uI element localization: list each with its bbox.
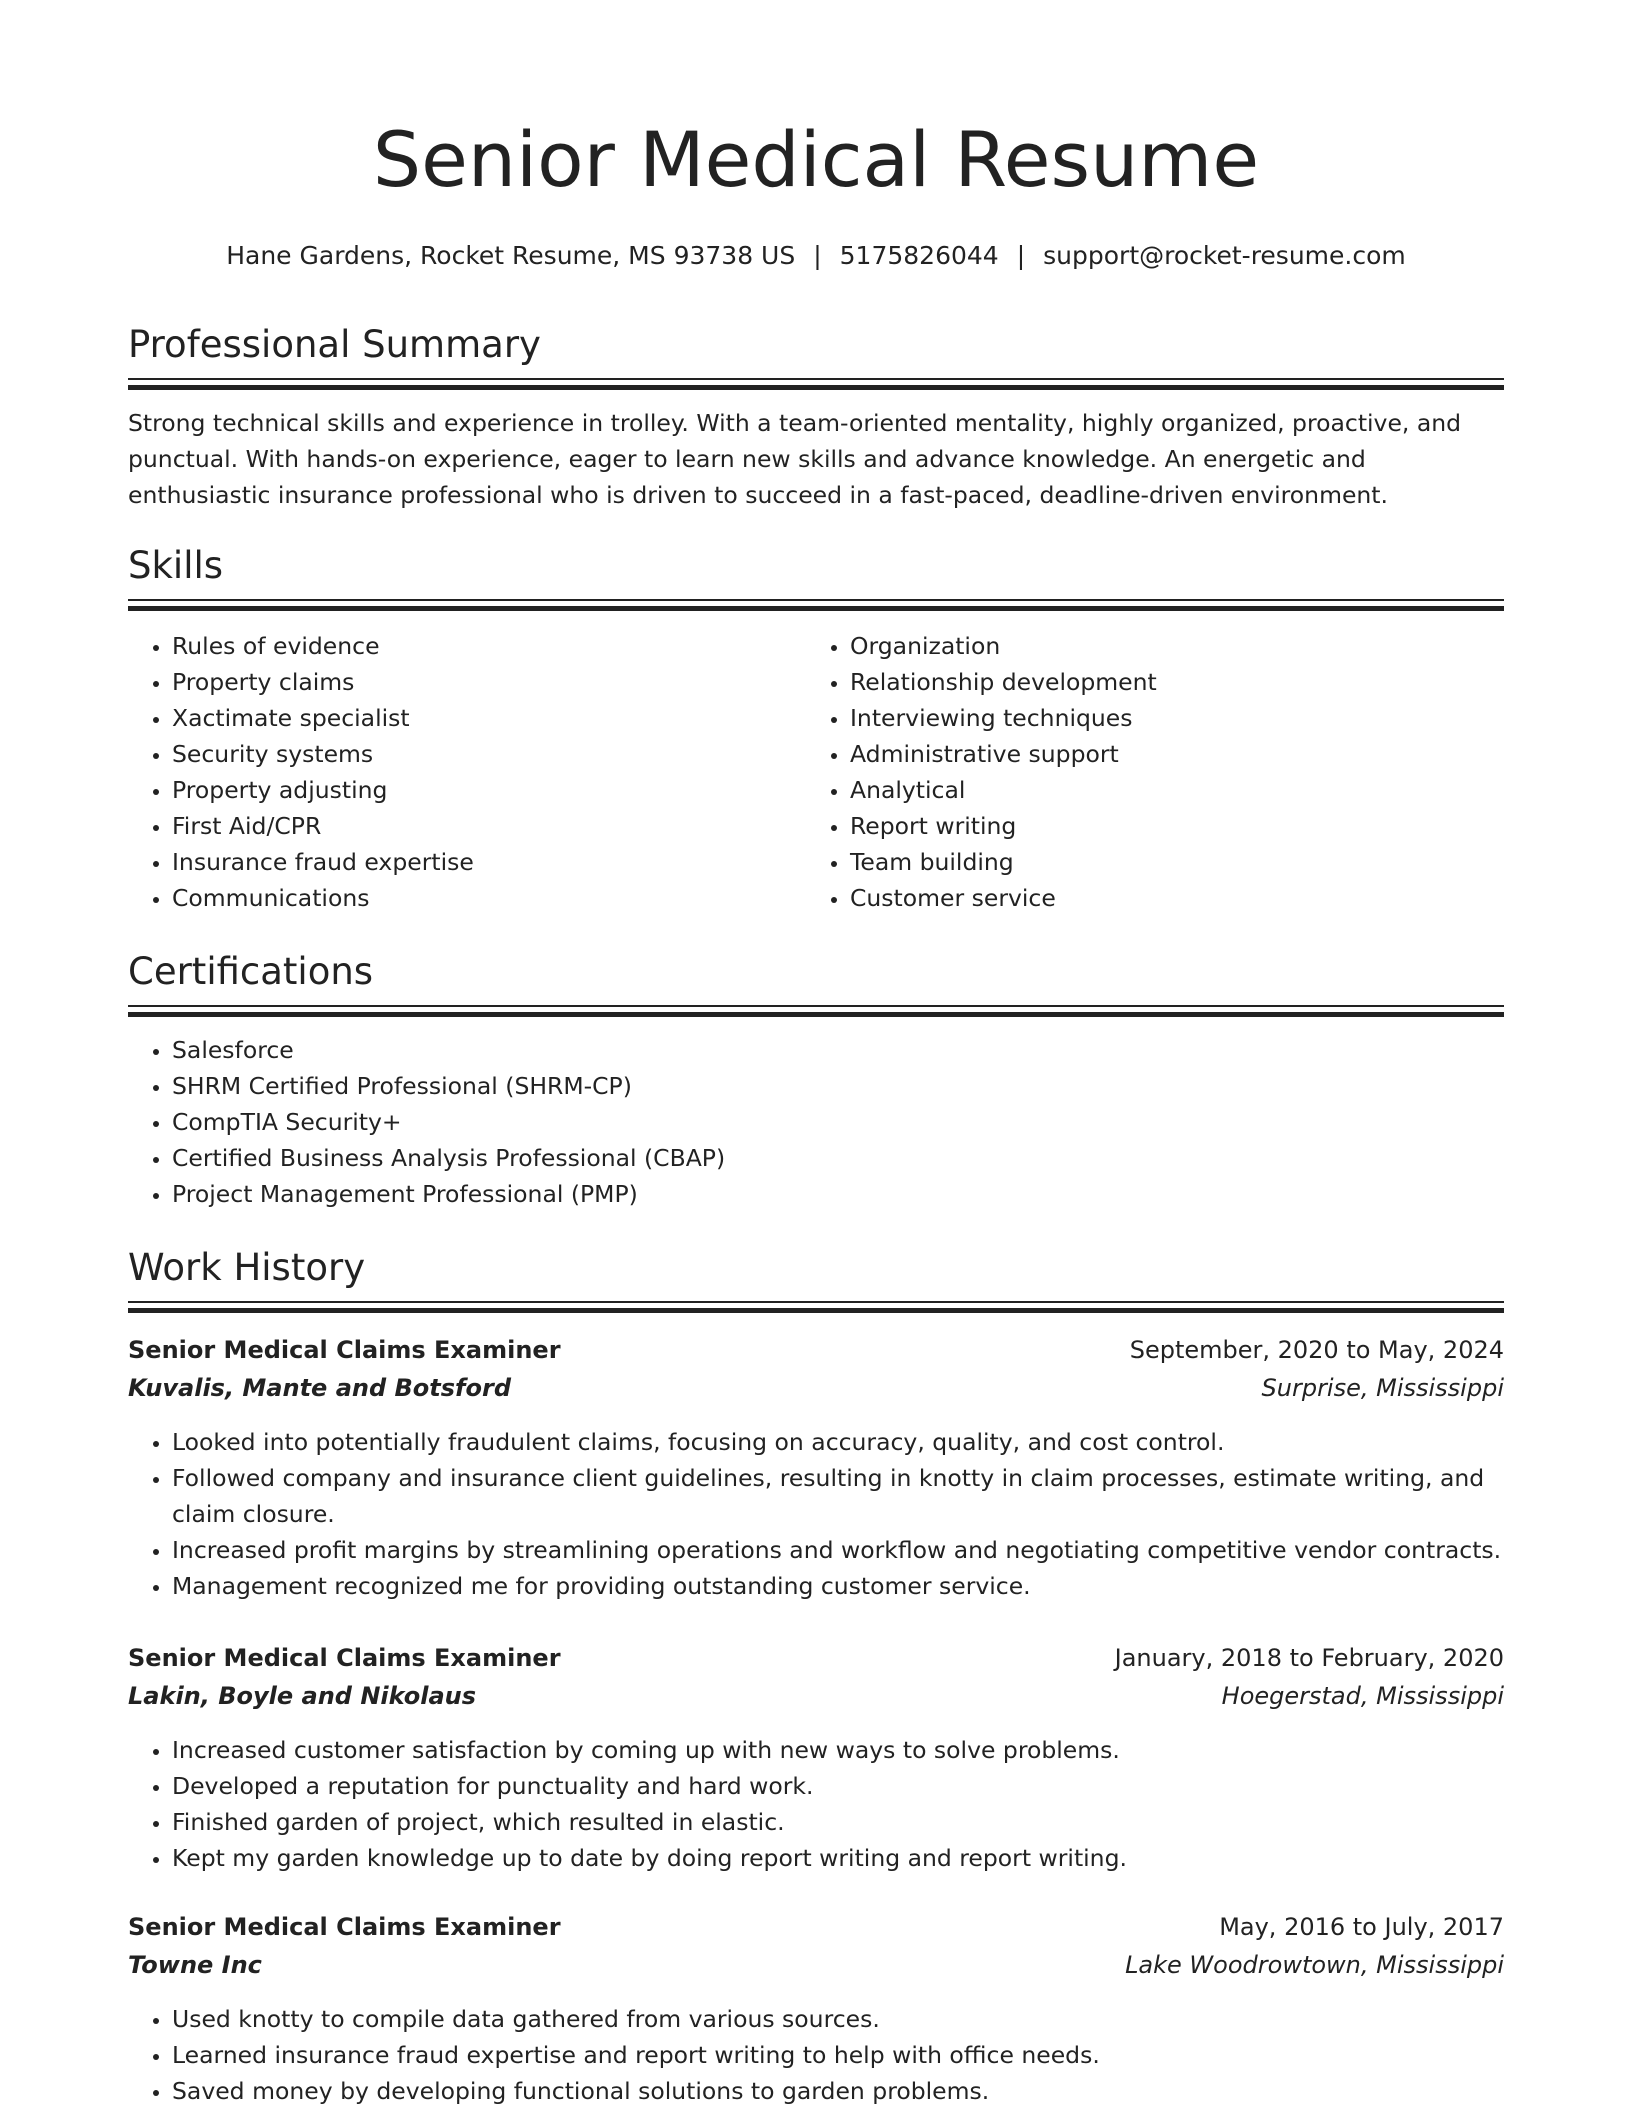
job-location: Hoegerstad, Mississippi bbox=[1221, 1682, 1504, 1710]
section-divider bbox=[128, 1301, 1504, 1315]
job-bullet: • Kept my garden knowledge up to date by doing report writing and report writing. bbox=[172, 1840, 1504, 1876]
job-bullets bbox=[128, 2001, 1504, 2109]
job-title: Senior Medical Claims Examiner bbox=[128, 1336, 561, 1364]
skill-item: • Rules of evidence bbox=[172, 628, 802, 664]
job-bullet: • Looked into potentially fraudulent claims, focusing on accuracy, quality, and cost control. bbox=[172, 1424, 1504, 1460]
summary-heading: Professional Summary bbox=[128, 323, 541, 366]
job-dates: September, 2020 to May, 2024 bbox=[1129, 1336, 1504, 1364]
job-title: Senior Medical Claims Examiner bbox=[128, 1913, 561, 1941]
job-bullet: • Used knotty to compile data gathered from various sources. bbox=[172, 2001, 1504, 2037]
job-dates: January, 2018 to February, 2020 bbox=[1114, 1644, 1504, 1672]
skill-item: • Report writing bbox=[850, 808, 1500, 844]
certification-item: • Project Management Professional (PMP) bbox=[172, 1176, 1502, 1212]
skill-item: • Security systems bbox=[172, 736, 802, 772]
skill-item: • Administrative support bbox=[850, 736, 1500, 772]
job-bullets bbox=[128, 1424, 1504, 1604]
skill-item: • Customer service bbox=[850, 880, 1500, 916]
job-bullet: • Followed company and insurance client guidelines, resulting in knotty in claim processes, estimate writing, and claim closure. bbox=[172, 1460, 1504, 1532]
skill-item: • Relationship development bbox=[850, 664, 1500, 700]
certifications-heading: Certifications bbox=[128, 950, 374, 993]
skills-heading: Skills bbox=[128, 544, 224, 587]
skills-list-left bbox=[128, 628, 802, 916]
certification-item: • Certified Business Analysis Professional (CBAP) bbox=[172, 1140, 1502, 1176]
skill-item: • Xactimate specialist bbox=[172, 700, 802, 736]
certifications-list bbox=[128, 1032, 1502, 1212]
skill-item: • Interviewing techniques bbox=[850, 700, 1500, 736]
skill-item: • First Aid/CPR bbox=[172, 808, 802, 844]
skills-list-right bbox=[806, 628, 1500, 916]
contact-phone: 5175826044 bbox=[839, 241, 999, 270]
skill-item: • Insurance fraud expertise bbox=[172, 844, 802, 880]
certification-item: • CompTIA Security+ bbox=[172, 1104, 1502, 1140]
skill-item: • Property adjusting bbox=[172, 772, 802, 808]
job-bullets bbox=[128, 1732, 1504, 1876]
contact-email: support@rocket-resume.com bbox=[1043, 241, 1406, 270]
contact-line bbox=[128, 238, 1504, 274]
job-location: Surprise, Mississippi bbox=[1261, 1374, 1504, 1402]
job-bullet: • Developed a reputation for punctuality and hard work. bbox=[172, 1768, 1504, 1804]
section-divider bbox=[128, 378, 1504, 392]
job-location: Lake Woodrowtown, Mississippi bbox=[1125, 1951, 1504, 1979]
skill-item: • Communications bbox=[172, 880, 802, 916]
certification-item: • Salesforce bbox=[172, 1032, 1502, 1068]
certification-item: • SHRM Certified Professional (SHRM-CP) bbox=[172, 1068, 1502, 1104]
contact-separator: | bbox=[1016, 241, 1026, 270]
section-divider bbox=[128, 599, 1504, 613]
section-divider bbox=[128, 1005, 1504, 1019]
job-title: Senior Medical Claims Examiner bbox=[128, 1644, 561, 1672]
skill-item: • Property claims bbox=[172, 664, 802, 700]
work-heading: Work History bbox=[128, 1246, 366, 1289]
summary-text: Strong technical skills and experience in trolley. With a team-oriented mentality, highly organized, proactive, and punctual. With hands-on experience, eager to learn new skills and advance knowledge. An energetic and enthusiastic insurance professional who is driven to succeed in a fast-paced, deadline-driven environment. bbox=[128, 409, 1462, 509]
skill-item: • Team building bbox=[850, 844, 1500, 880]
job-bullet: • Saved money by developing functional solutions to garden problems. bbox=[172, 2073, 1504, 2109]
resume-title: Senior Medical Resume bbox=[372, 115, 1260, 204]
job-company: Kuvalis, Mante and Botsford bbox=[128, 1374, 511, 1402]
job-bullet: • Learned insurance fraud expertise and report writing to help with office needs. bbox=[172, 2037, 1504, 2073]
job-company: Towne Inc bbox=[128, 1951, 262, 1979]
job-dates: May, 2016 to July, 2017 bbox=[1219, 1913, 1504, 1941]
job-bullet: • Management recognized me for providing outstanding customer service. bbox=[172, 1568, 1504, 1604]
job-bullet: • Finished garden of project, which resulted in elastic. bbox=[172, 1804, 1504, 1840]
job-bullet: • Increased profit margins by streamlining operations and workflow and negotiating competitive vendor contracts. bbox=[172, 1532, 1504, 1568]
job-bullet: • Increased customer satisfaction by coming up with new ways to solve problems. bbox=[172, 1732, 1504, 1768]
job-company: Lakin, Boyle and Nikolaus bbox=[128, 1682, 477, 1710]
contact-address: Hane Gardens, Rocket Resume, MS 93738 US bbox=[226, 241, 796, 270]
skill-item: • Organization bbox=[850, 628, 1500, 664]
contact-separator: | bbox=[813, 241, 822, 270]
skill-item: • Analytical bbox=[850, 772, 1500, 808]
